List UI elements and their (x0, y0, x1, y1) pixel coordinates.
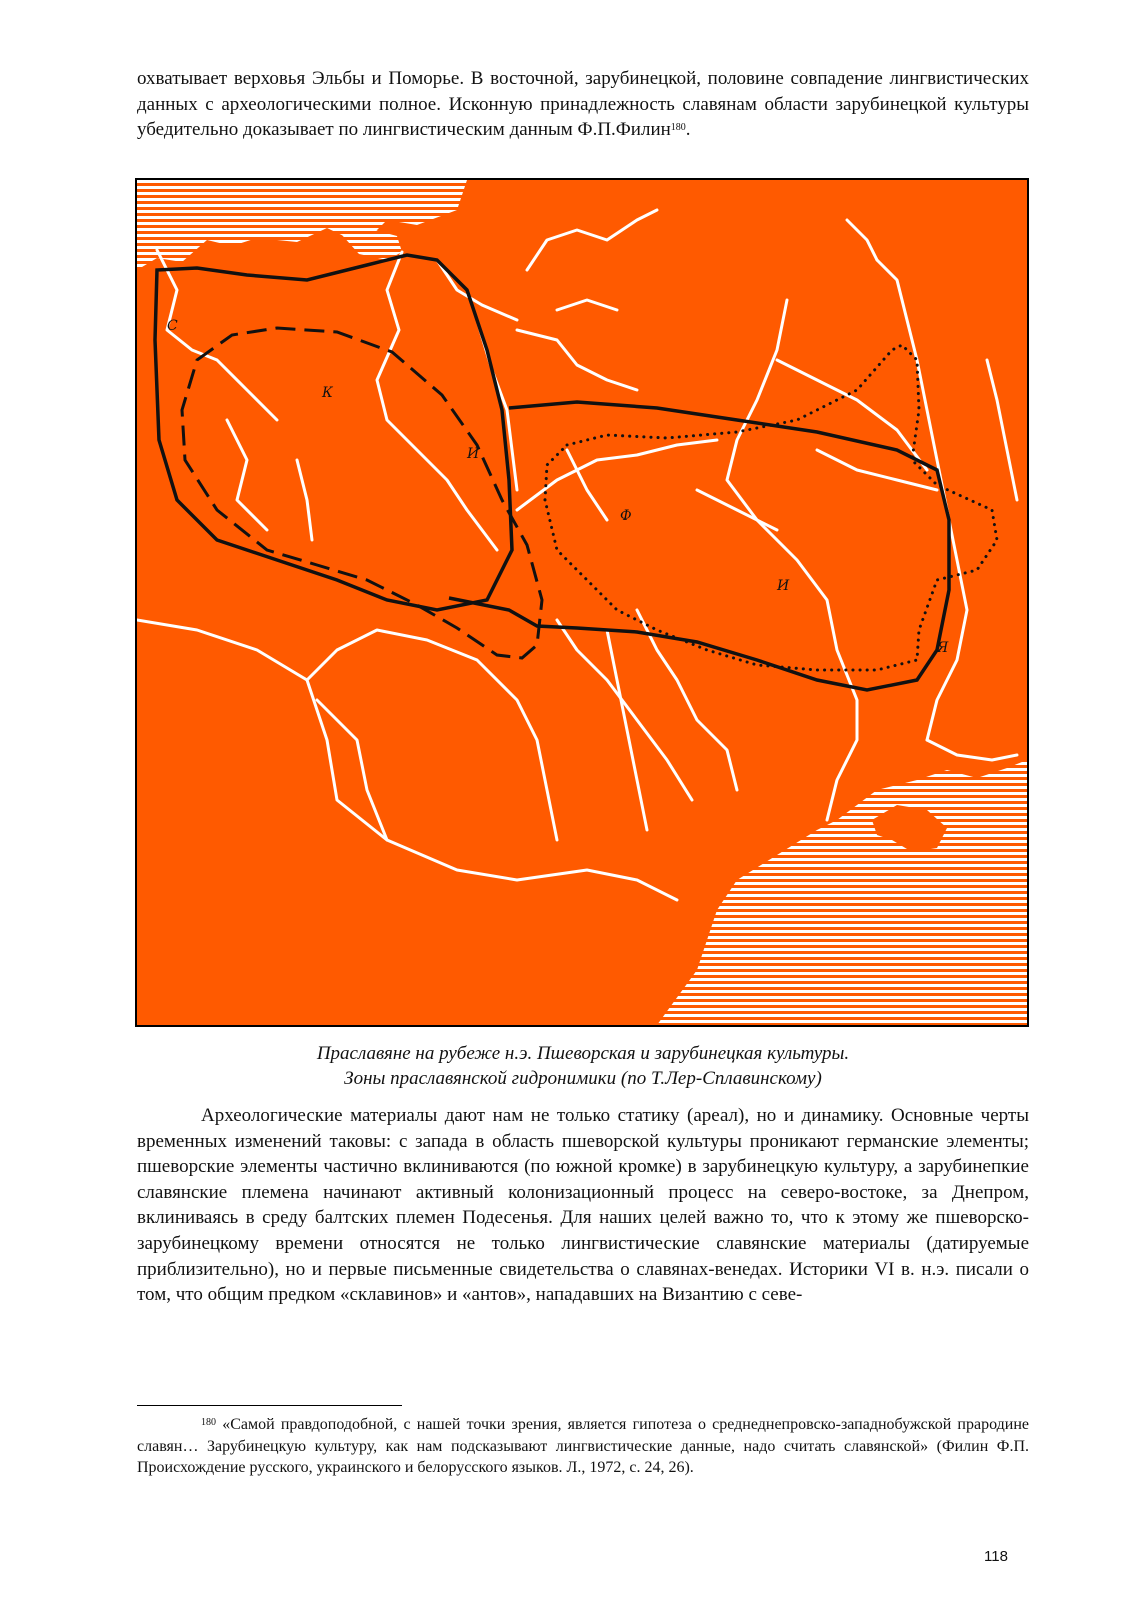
footnote-text: «Самой правдоподобной, с нашей точки зрения, является гипотеза о среднеднепровско-западнобужской прародине славян… Зарубинецкую культуру, как нам подсказывают лингвистические данные, надо считать славянской» (Филин Ф.П. Происхождение русского, украинского и белорусского языков. Л., 1972, с. 24, 26). (137, 1416, 1030, 1476)
map-label-i-east: И (777, 578, 790, 594)
caption-line-2: Зоны праславянской гидронимики (по Т.Лер-Сплавинскому) (344, 1068, 822, 1089)
footnote-ref[interactable]: 180 (670, 122, 686, 133)
main-paragraph: Археологические материалы дают нам не только статику (ареал), но и динамику. Основные черты временных изменений таковы: с запада в область пшеворской культуры проникают германские элементы; пшеворские элементы частично вклиниваются (по южной кромке) в зарубинецкую культуру, а зарубинепкие славянские племена начинают активный колонизационный процесс на северо-востоке, за Днепром, вклиниваясь в среду балтских племен Подесенья. Для наших целей важно то, что к этому же пшеворско-зарубинецкому времени относятся не только лингвистические славянские материалы (датируемые приблизительно), но и первые письменные свидетельства о славянах-венедах. Историки VI в. н.э. писали о том, что общим предком «склавинов» и «антов», нападавших на Византию с севе- (137, 1105, 1029, 1306)
map-label-ya: Я (937, 640, 949, 656)
map-label-s: С (167, 318, 178, 334)
top-paragraph-text: охватывает верховья Эльбы и Поморье. В восточной, зарубинецкой, половине совпадение лингвистических данных с археологическими полное. Исконную принадлежность славянам области зарубинецкой культуры убедительно доказывает по лингвистическим данным Ф.П.Филин (137, 68, 1029, 140)
map-figure (135, 178, 1029, 1027)
map-svg (137, 180, 1027, 1025)
footnote (137, 1414, 1029, 1479)
footnote-number: 180 (201, 1417, 216, 1428)
top-paragraph (137, 66, 1029, 143)
map-label-i-west: И (467, 446, 480, 462)
figure-caption (137, 1041, 1029, 1091)
map-label-f: Ф (620, 508, 632, 524)
map-label-k: К (322, 385, 333, 401)
top-paragraph-end: . (685, 119, 691, 140)
caption-line-1: Праславяне на рубеже н.э. Пшеворская и зарубинецкая культуры. (316, 1043, 850, 1064)
page-number: 118 (984, 1548, 1008, 1565)
footnote-separator (137, 1405, 402, 1406)
